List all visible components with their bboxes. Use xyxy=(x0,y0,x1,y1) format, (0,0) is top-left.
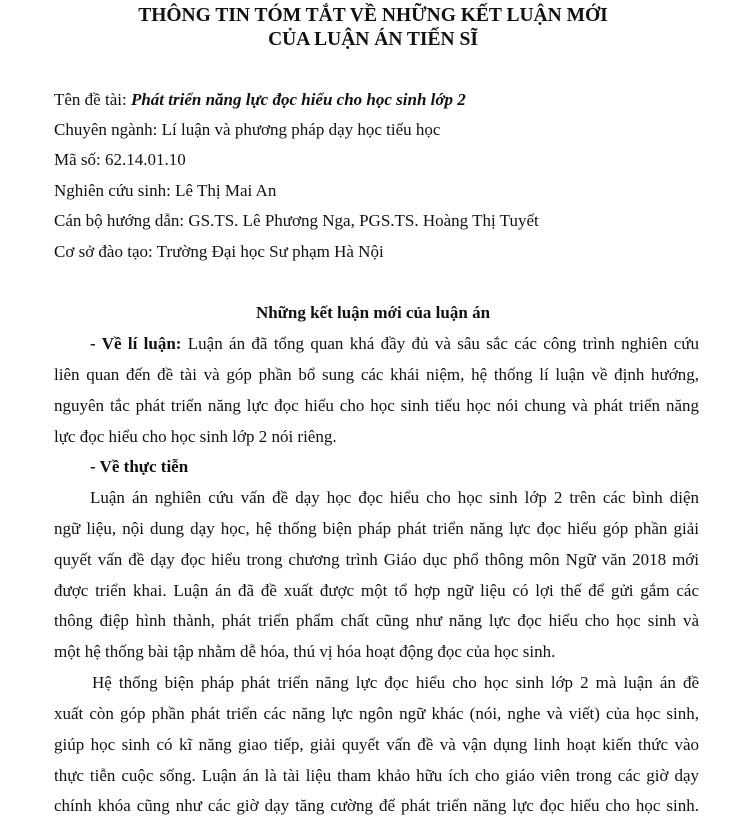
theory-line-4: lực đọc hiểu cho học sinh lớp 2 nói riêng. xyxy=(54,427,337,446)
document-title-line-2: CỦA LUẬN ÁN TIẾN SĨ xyxy=(268,29,478,50)
document-title-line-1: THÔNG TIN TÓM TẮT VỀ NHỮNG KẾT LUẬN MỚI xyxy=(138,5,608,26)
practice-p2-line-4: thực tiễn cuộc sống. Luận án là tài liệu tham khảo hữu ích cho giáo viên trong các giờ dạy xyxy=(54,766,699,785)
practice-p2-line-1: Hệ thống biện pháp phát triển năng lực đọc hiểu cho học sinh lớp 2 mà luận án đề xyxy=(92,673,699,692)
practice-p1-line-6: một hệ thống bài tập nhằm dễ hóa, thú vị hóa hoạt động đọc của học sinh. xyxy=(54,642,556,661)
researcher-line: Nghiên cứu sinh: Lê Thị Mai An xyxy=(54,181,277,200)
theory-line-3: nguyên tắc phát triển năng lực đọc hiểu cho học sinh tiểu học nói chung và phát triển năng xyxy=(54,396,699,415)
institution-line: Cơ sở đào tạo: Trường Đại học Sư phạm Hà Nội xyxy=(54,242,384,261)
practice-p2-line-2: xuất còn góp phần phát triển các năng lực ngôn ngữ khác (nói, nghe và viết) của học sinh, xyxy=(54,704,699,723)
practice-p1-line-4: được triển khai. Luận án đã đề xuất được một tổ hợp ngữ liệu có lợi thế để gửi gắm các xyxy=(54,581,699,600)
practice-p1-line-1: Luận án nghiên cứu vấn đề dạy học đọc hiểu cho học sinh lớp 2 trên các bình diện xyxy=(90,488,699,507)
theory-text-1: Luận án đã tổng quan khá đầy đủ và sâu sắc các công trình nghiên cứu xyxy=(181,334,699,353)
code-line: Mã số: 62.14.01.10 xyxy=(54,150,186,169)
topic-label: Tên đề tài: xyxy=(54,90,131,109)
topic-value: Phát triển năng lực đọc hiểu cho học sinh lớp 2 xyxy=(130,90,466,109)
practice-p2-line-5: chính khóa cũng như các giờ dạy tăng cường để phát triển năng lực đọc hiểu cho học sinh. xyxy=(54,796,699,815)
practice-p2-line-3: giúp học sinh có kĩ năng giao tiếp, giải quyết vấn đề và vận dụng linh hoạt kiến thức vào xyxy=(54,735,699,754)
topic-line xyxy=(54,89,466,111)
theory-line-1 xyxy=(90,333,699,355)
practice-p1-line-3: quyết vấn đề dạy đọc hiểu trong chương trình Giáo dục phổ thông môn Ngữ văn 2018 mới xyxy=(54,550,699,569)
major-line: Chuyên ngành: Lí luận và phương pháp dạy học tiểu học xyxy=(54,120,441,139)
practice-p1-line-5: thông điệp hình thành, phát triển phẩm chất cũng như năng lực đọc hiểu cho học sinh và xyxy=(54,611,699,630)
practice-p1-line-2: ngữ liệu, nội dung dạy học, hệ thống biện pháp phát triển năng lực đọc hiểu góp phần giải xyxy=(54,519,699,538)
section-heading: Những kết luận mới của luận án xyxy=(255,303,491,322)
supervisors-line: Cán bộ hướng dẫn: GS.TS. Lê Phương Nga, PGS.TS. Hoàng Thị Tuyết xyxy=(54,211,539,230)
practice-label: - Về thực tiễn xyxy=(90,457,189,476)
theory-line-2: liên quan đến đề tài và góp phần bổ sung các khái niệm, hệ thống lí luận về định hướng, xyxy=(54,365,699,384)
theory-label: - Về lí luận: xyxy=(90,334,182,353)
